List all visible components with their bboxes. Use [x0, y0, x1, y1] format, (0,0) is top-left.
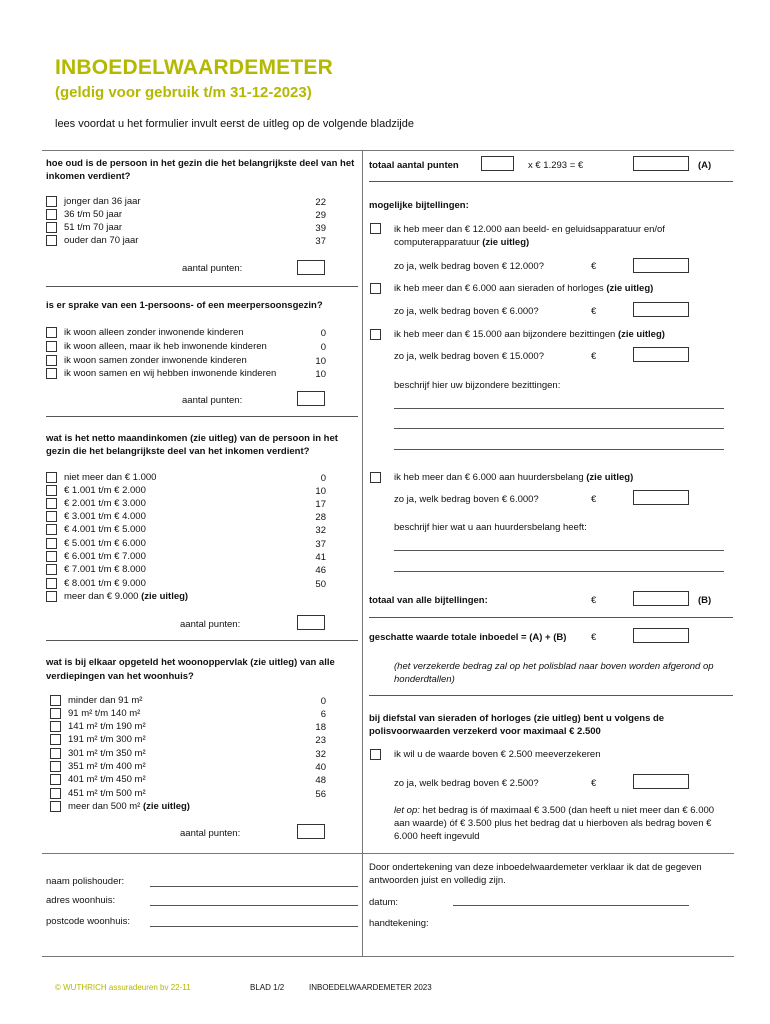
top-rule — [42, 150, 734, 151]
q3-points-input[interactable] — [297, 615, 325, 630]
postcode-label: postcode woonhuis: — [46, 916, 130, 927]
q3-option[interactable]: € 8.001 t/m € 9.000 — [46, 578, 146, 589]
footer-copyright: © WUTHRICH assuradeuren bv 22-11 — [55, 983, 191, 992]
add4-currency: € — [591, 494, 597, 505]
add2-text: ik heb meer dan € 6.000 aan sieraden of horloges (zie uitleg) — [394, 283, 654, 294]
estimate-note: (het verzekerde bedrag zal op het polisblad naar boven worden afgerond op honderdtallen) — [394, 661, 714, 685]
q4-option[interactable]: 401 m² t/m 450 m² — [50, 774, 146, 785]
column-divider — [362, 150, 363, 956]
checkbox[interactable] — [46, 485, 57, 496]
q1-option[interactable]: ouder dan 70 jaar — [46, 235, 138, 246]
q4-points: 32 — [315, 749, 326, 760]
estimate-label: geschatte waarde totale inboedel = (A) + (B) — [369, 632, 567, 643]
q3-points: 10 — [315, 486, 326, 497]
checkbox[interactable] — [46, 341, 57, 352]
q4-points: 23 — [315, 735, 326, 746]
q3-option[interactable]: € 7.001 t/m € 8.000 — [46, 564, 146, 575]
q2-option[interactable]: ik woon alleen zonder inwonende kinderen — [46, 327, 244, 338]
checkbox[interactable] — [46, 564, 57, 575]
checkbox[interactable] — [46, 368, 57, 379]
amount-b-input[interactable] — [633, 591, 689, 606]
footer-doc: INBOEDELWAARDEMETER 2023 — [309, 983, 432, 992]
date-label: datum: — [369, 897, 399, 908]
estimate-input[interactable] — [633, 628, 689, 643]
date-field[interactable] — [453, 905, 689, 906]
add4-amount-label: zo ja, welk bedrag boven € 6.000? — [394, 494, 539, 505]
total-additions-currency: € — [591, 595, 597, 606]
estimate-currency: € — [591, 632, 597, 643]
separator — [369, 695, 733, 696]
add1-text: ik heb meer dan € 12.000 aan beeld- en geluidsapparatuur en/of computerapparatuur (zie uitleg) — [394, 224, 665, 248]
checkbox[interactable] — [50, 788, 61, 799]
q3-points: 37 — [315, 539, 326, 550]
q3-option[interactable]: € 6.001 t/m € 7.000 — [46, 551, 146, 562]
add4-describe-label: beschrijf hier wat u aan huurdersbelang heeft: — [394, 522, 587, 533]
q1-points: 29 — [315, 210, 326, 221]
address-field[interactable] — [150, 905, 358, 906]
add3-checkbox[interactable] — [370, 329, 381, 340]
add4-describe-line[interactable] — [394, 550, 724, 551]
name-label: naam polishouder: — [46, 876, 125, 887]
add4-describe-line[interactable] — [394, 571, 724, 572]
q2-option[interactable]: ik woon samen en wij hebben inwonende kinderen — [46, 368, 276, 379]
address-label: adres woonhuis: — [46, 895, 116, 906]
q4-points: 6 — [320, 709, 326, 720]
separator — [46, 416, 358, 417]
checkbox[interactable] — [50, 774, 61, 785]
q1-points: 39 — [315, 223, 326, 234]
add1-checkbox[interactable] — [370, 223, 381, 234]
add3-describe-line[interactable] — [394, 428, 724, 429]
checkbox[interactable] — [46, 551, 57, 562]
checkbox[interactable] — [46, 327, 57, 338]
add1-amount-input[interactable] — [633, 258, 689, 273]
q4-option[interactable]: minder dan 91 m² — [50, 695, 142, 706]
add4-amount-input[interactable] — [633, 490, 689, 505]
q4-option[interactable]: 351 m² t/m 400 m² — [50, 761, 146, 772]
theft-option: ik wil u de waarde boven € 2.500 meeverzekeren — [394, 749, 601, 760]
q3-points: 17 — [315, 499, 326, 510]
theft-note: let op: het bedrag is óf maximaal € 3.500 (dan heeft u niet meer dan € 6.000 aan waarde) óf € 3.500 plus het bedrag dat u hierboven als bedrag boven € 6.000 heeft ingevuld — [394, 805, 715, 842]
theft-amount-label: zo ja, welk bedrag boven € 2.500? — [394, 778, 539, 789]
footer-page: BLAD 1/2 — [250, 983, 285, 992]
checkbox[interactable] — [46, 538, 57, 549]
q2-option[interactable]: ik woon alleen, maar ik heb inwonende kinderen — [46, 341, 267, 352]
separator — [369, 181, 733, 182]
separator — [46, 286, 358, 287]
code-b: (B) — [698, 595, 712, 606]
add3-currency: € — [591, 351, 597, 362]
theft-title: bij diefstal van sieraden of horloges (zie uitleg) bent u volgens de polisvoorwaarden verzekerd voor maximaal € 2.500 — [369, 713, 665, 737]
q1-points: 22 — [315, 197, 326, 208]
checkbox[interactable] — [50, 721, 61, 732]
q2-option[interactable]: ik woon samen zonder inwonende kinderen — [46, 355, 247, 366]
q4-points: 56 — [315, 789, 326, 800]
add1-amount-label: zo ja, welk bedrag boven € 12.000? — [394, 261, 544, 272]
q4-option[interactable]: 141 m² t/m 190 m² — [50, 721, 146, 732]
checkbox[interactable] — [50, 748, 61, 759]
q4-option[interactable]: meer dan 500 m² (zie uitleg) — [50, 801, 190, 812]
q4-option[interactable]: 301 m² t/m 350 m² — [50, 748, 146, 759]
q4-option[interactable]: 91 m² t/m 140 m² — [50, 708, 140, 719]
q3-option[interactable]: meer dan € 9.000 (zie uitleg) — [46, 591, 188, 602]
total-additions-label: totaal van alle bijtellingen: — [369, 595, 488, 606]
q3-option[interactable]: € 1.001 t/m € 2.000 — [46, 485, 146, 496]
checkbox[interactable] — [46, 209, 57, 220]
theft-currency: € — [591, 778, 597, 789]
add3-amount-input[interactable] — [633, 347, 689, 362]
declaration-text: Door ondertekening van deze inboedelwaardemeter verklaar ik dat de gegeven antwoorden juist en volledig zijn. — [369, 862, 702, 886]
q3-option[interactable]: € 4.001 t/m € 5.000 — [46, 524, 146, 535]
q4-option[interactable]: 451 m² t/m 500 m² — [50, 788, 146, 799]
q1-option[interactable]: 36 t/m 50 jaar — [46, 209, 122, 220]
amount-a-input[interactable] — [633, 156, 689, 171]
checkbox[interactable] — [50, 708, 61, 719]
q2-points-label: aantal punten: — [182, 395, 243, 406]
checkbox[interactable] — [46, 511, 57, 522]
q1-points: 37 — [315, 236, 326, 247]
q4-points: 48 — [315, 775, 326, 786]
additions-title: mogelijke bijtellingen: — [369, 200, 469, 211]
checkbox[interactable] — [50, 761, 61, 772]
add2-amount-label: zo ja, welk bedrag boven € 6.000? — [394, 306, 539, 317]
add1-currency: € — [591, 261, 597, 272]
add3-describe-label: beschrijf hier uw bijzondere bezittingen: — [394, 380, 561, 391]
q3-option[interactable]: € 5.001 t/m € 6.000 — [46, 538, 146, 549]
q3-points: 41 — [315, 552, 326, 563]
checkbox[interactable] — [50, 695, 61, 706]
q4-points: 40 — [315, 762, 326, 773]
form-subtitle: (geldig voor gebruik t/m 31-12-2023) — [55, 84, 312, 101]
q3-points: 50 — [315, 579, 326, 590]
bottom-rule — [42, 956, 734, 957]
q3-question: wat is het netto maandinkomen (zie uitleg) van de persoon in het gezin die het belangrijkste deel van het inkomen verdient? — [46, 433, 338, 457]
q4-points-label: aantal punten: — [180, 828, 241, 839]
separator — [362, 853, 734, 854]
q1-option[interactable]: 51 t/m 70 jaar — [46, 222, 122, 233]
checkbox[interactable] — [46, 235, 57, 246]
add4-text: ik heb meer dan € 6.000 aan huurdersbelang (zie uitleg) — [394, 472, 634, 483]
checkbox[interactable] — [46, 524, 57, 535]
q3-option[interactable]: € 2.001 t/m € 3.000 — [46, 498, 146, 509]
q2-points-input[interactable] — [297, 391, 325, 406]
postcode-field[interactable] — [150, 926, 358, 927]
checkbox[interactable] — [46, 222, 57, 233]
code-a: (A) — [698, 160, 712, 171]
q4-question: wat is bij elkaar opgeteld het woonoppervlak (zie uitleg) van alle verdiepingen van het woonhuis? — [46, 657, 335, 682]
q3-points: 0 — [320, 473, 326, 484]
add2-currency: € — [591, 306, 597, 317]
checkbox[interactable] — [46, 498, 57, 509]
add2-checkbox[interactable] — [370, 283, 381, 294]
q3-points: 28 — [315, 512, 326, 523]
separator — [46, 640, 358, 641]
q3-points: 32 — [315, 525, 326, 536]
checkbox[interactable] — [50, 801, 61, 812]
total-points-label: totaal aantal punten — [369, 160, 459, 171]
q2-points: 0 — [320, 342, 326, 353]
q2-points: 0 — [320, 328, 326, 339]
checkbox[interactable] — [46, 591, 57, 602]
q1-option[interactable]: jonger dan 36 jaar — [46, 196, 141, 207]
checkbox[interactable] — [46, 578, 57, 589]
add3-describe-line[interactable] — [394, 408, 724, 409]
q4-points: 18 — [315, 722, 326, 733]
checkbox[interactable] — [46, 196, 57, 207]
q3-option[interactable]: niet meer dan € 1.000 — [46, 472, 156, 483]
q4-points: 0 — [320, 696, 326, 707]
q1-points-input[interactable] — [297, 260, 325, 275]
checkbox[interactable] — [46, 355, 57, 366]
intro-text: lees voordat u het formulier invult eerst de uitleg op de volgende bladzijde — [55, 118, 414, 130]
add3-amount-label: zo ja, welk bedrag boven € 15.000? — [394, 351, 544, 362]
q4-option[interactable]: 191 m² t/m 300 m² — [50, 734, 146, 745]
separator — [369, 617, 733, 618]
add2-amount-input[interactable] — [633, 302, 689, 317]
add4-checkbox[interactable] — [370, 472, 381, 483]
theft-amount-input[interactable] — [633, 774, 689, 789]
q2-question: is er sprake van een 1-persoons- of een meerpersoonsgezin? — [46, 300, 323, 311]
multiplier-text: x € 1.293 = € — [528, 160, 584, 171]
checkbox[interactable] — [50, 734, 61, 745]
add3-text: ik heb meer dan € 15.000 aan bijzondere bezittingen (zie uitleg) — [394, 329, 665, 340]
name-field[interactable] — [150, 886, 358, 887]
q1-points-label: aantal punten: — [182, 263, 243, 274]
theft-checkbox[interactable] — [370, 749, 381, 760]
q1-question: hoe oud is de persoon in het gezin die het belangrijkste deel van het inkomen verdient? — [46, 158, 355, 182]
q3-points-label: aantal punten: — [180, 619, 241, 630]
checkbox[interactable] — [46, 472, 57, 483]
add3-describe-line[interactable] — [394, 449, 724, 450]
q3-option[interactable]: € 3.001 t/m € 4.000 — [46, 511, 146, 522]
q3-points: 46 — [315, 565, 326, 576]
q2-points: 10 — [315, 356, 326, 367]
q2-points: 10 — [315, 369, 326, 380]
separator — [42, 853, 362, 854]
q4-points-input[interactable] — [297, 824, 325, 839]
total-points-input[interactable] — [481, 156, 514, 171]
form-title: INBOEDELWAARDEMETER — [55, 56, 333, 79]
signature-label: handtekening: — [369, 918, 429, 929]
